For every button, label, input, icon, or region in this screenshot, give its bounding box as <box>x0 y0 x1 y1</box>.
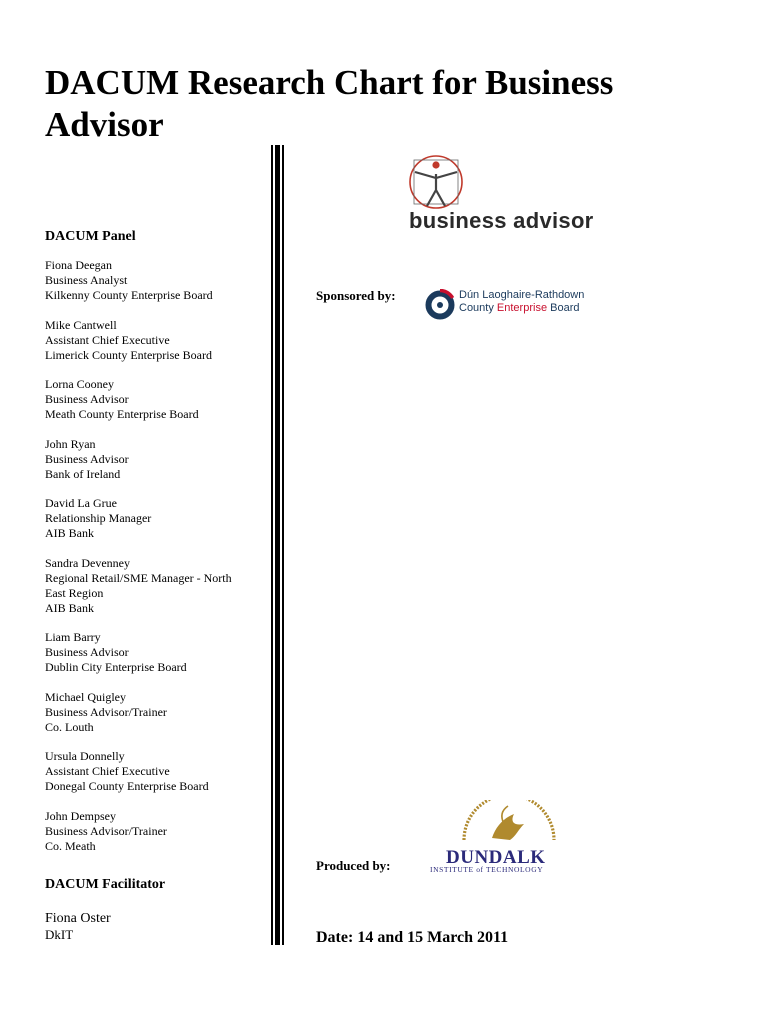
produced-by-label: Produced by: <box>316 858 391 873</box>
member-role: Business Advisor/Trainer <box>45 823 167 838</box>
producer-wordmark: DUNDALK <box>446 847 546 868</box>
panel-member <box>45 258 270 303</box>
member-role: Business Advisor <box>45 392 129 406</box>
panel-column <box>45 228 270 868</box>
facilitator-block <box>45 911 111 943</box>
member-organisation: Meath County Enterprise Board <box>45 407 199 421</box>
target-ring-icon <box>424 289 456 321</box>
column-divider <box>271 145 285 945</box>
member-organisation: Donegal County Enterprise Board <box>45 779 209 793</box>
member-name: Mike Cantwell <box>45 317 117 332</box>
panel-member <box>45 630 270 675</box>
panel-member <box>45 377 270 422</box>
sponsor-line-1: Dún Laoghaire-Rathdown <box>459 289 585 301</box>
member-role: Business Advisor <box>45 645 129 659</box>
member-organisation: Bank of Ireland <box>45 466 121 481</box>
panel-heading: DACUM Panel <box>45 229 136 244</box>
member-role: Business Advisor <box>45 451 129 466</box>
member-name: Michael Quigley <box>45 689 126 704</box>
panel-member-list <box>45 258 270 854</box>
facilitator-name: Fiona Oster <box>45 911 111 926</box>
member-organisation: AIB Bank <box>45 600 94 615</box>
panel-member <box>45 437 270 482</box>
member-organisation: Dublin City Enterprise Board <box>45 660 187 674</box>
member-organisation: Kilkenny County Enterprise Board <box>45 288 213 302</box>
panel-member <box>45 809 270 854</box>
member-organisation: Co. Louth <box>45 719 94 734</box>
vitruvian-man-icon <box>403 150 473 210</box>
panel-member <box>45 318 270 363</box>
facilitator-organisation: DkIT <box>45 927 74 942</box>
panel-member <box>45 749 270 794</box>
member-role: Regional Retail/SME Manager - North <box>45 570 232 585</box>
member-role: Business Advisor/Trainer <box>45 704 167 719</box>
member-name: David La Grue <box>45 496 117 510</box>
member-role: Relationship Manager <box>45 511 152 525</box>
sponsor-logo <box>424 288 594 322</box>
member-name: John Ryan <box>45 436 96 451</box>
member-role: Assistant Chief Executive <box>45 332 170 347</box>
phoenix-crest-icon <box>444 800 574 848</box>
member-name: John Dempsey <box>45 808 116 823</box>
member-organisation: Co. Meath <box>45 838 96 853</box>
facilitator-heading: DACUM Facilitator <box>45 877 166 892</box>
sponsored-by-label: Sponsored by: <box>316 288 396 303</box>
member-role: East Region <box>45 585 104 600</box>
producer-logo <box>428 800 590 878</box>
member-role: Business Analyst <box>45 273 128 287</box>
panel-member <box>45 496 270 541</box>
member-name: Sandra Devenney <box>45 555 130 570</box>
member-name: Ursula Donnelly <box>45 749 125 763</box>
business-advisor-wordmark: business advisor <box>409 208 594 233</box>
member-name: Lorna Cooney <box>45 377 114 391</box>
producer-subtitle: INSTITUTE of TECHNOLOGY <box>430 865 544 874</box>
sponsor-wordmark <box>459 289 584 315</box>
panel-member <box>45 556 270 616</box>
business-advisor-logo <box>403 150 633 245</box>
member-role: Assistant Chief Executive <box>45 764 170 778</box>
member-organisation: Limerick County Enterprise Board <box>45 347 212 362</box>
document-title: DACUM Research Chart for Business Advisor <box>45 63 614 144</box>
panel-member <box>45 690 270 735</box>
member-name: Fiona Deegan <box>45 258 112 272</box>
sponsor-line-2: County Enterprise Board <box>459 302 580 314</box>
event-date: Date: 14 and 15 March 2011 <box>316 929 509 946</box>
member-organisation: AIB Bank <box>45 526 94 540</box>
member-name: Liam Barry <box>45 630 101 644</box>
